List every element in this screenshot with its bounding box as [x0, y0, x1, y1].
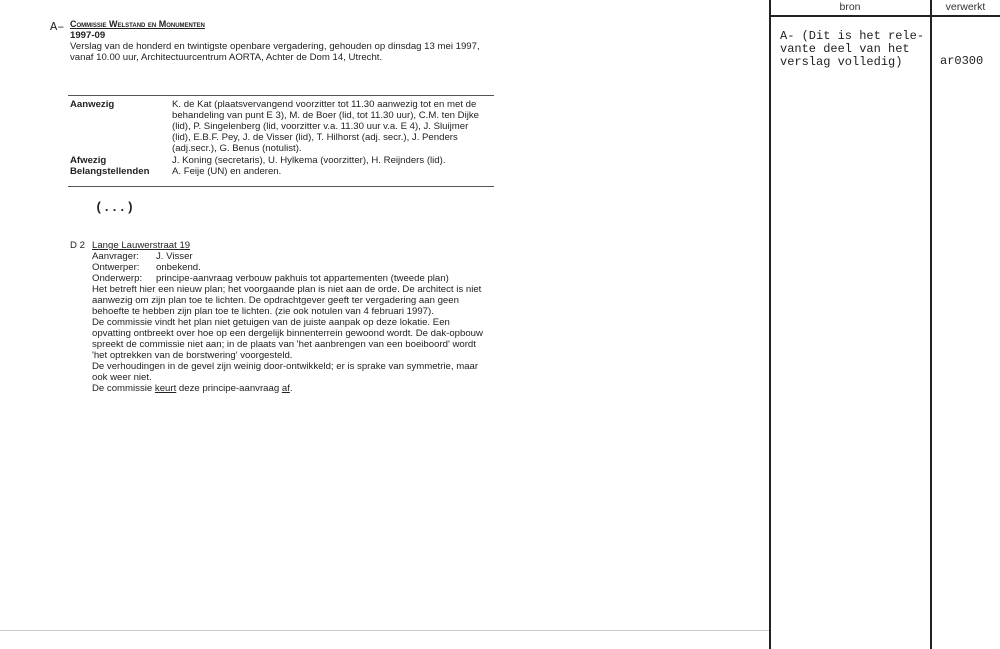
verdict: De commissie keurt deze principe-aanvraag af.	[92, 383, 293, 394]
line: A- (Dit is het rele-	[780, 29, 925, 43]
line: vante deel van het	[780, 42, 910, 56]
line: ook weer niet.	[92, 372, 152, 383]
field: Ontwerper: onbekend.	[92, 262, 201, 273]
intro-line: vanaf 10.00 uur, Architectuurcentrum AORTA, Achter de Dom 14, Utrecht.	[70, 52, 383, 63]
processed-code: ar0300	[940, 54, 984, 68]
item-address: Lange Lauwerstraat 19	[92, 240, 191, 251]
line: spreekt de commissie niet aan; in de plaats van 'het aanbrengen van een boeiboord' wordt	[92, 339, 476, 350]
source-note	[780, 30, 924, 69]
field: Onderwerp: principe-aanvraag verbouw pakhuis tot appartementen (tweede plan)	[92, 273, 449, 284]
field: Aanvrager: J. Visser	[92, 251, 193, 262]
value	[172, 99, 512, 154]
value: J. Koning (secretaris), U. Hylkema (voorzitter), H. Reijnders (lid).	[172, 155, 446, 166]
page-edge	[0, 630, 769, 631]
column-line	[769, 0, 771, 649]
intro	[70, 41, 480, 63]
label: Belangstellenden	[70, 166, 150, 177]
column-line	[930, 0, 932, 649]
intro-line: Verslag van de honderd en twintigste openbare vergadering, gehouden op dinsdag 13 mei 1997,	[70, 41, 480, 52]
line: opvatting ontbreekt over hoe op een dergelijk binnenterrein gewoond wordt. De dak-opbouw	[92, 328, 483, 339]
label: Afwezig	[70, 155, 107, 166]
line: 'het optrekken van de borstwering' voorgesteld.	[92, 350, 293, 361]
line: aanwezig om zijn plan toe te lichten. De opdrachtgever geeft ter vergadering aan geen	[92, 295, 459, 306]
line: De commissie vindt het plan niet getuigen van de juiste aanpak op deze lokatie. Een	[92, 317, 450, 328]
line: K. de Kat (plaatsvervangend voorzitter tot 11.30 aanwezig tot en met de	[172, 99, 477, 110]
line: (adj.secr.), G. Benus (notulist).	[172, 143, 302, 154]
item-body	[92, 284, 483, 394]
label: Aanwezig	[70, 99, 115, 110]
divider	[68, 186, 494, 187]
divider	[68, 95, 494, 96]
col-header-bron: bron	[839, 1, 861, 13]
line: behandeling van punt E 3), M. de Boer (lid, tot 11.30 uur), C.M. ten Dijke	[172, 110, 479, 121]
header-line	[769, 15, 1000, 17]
item-fields	[92, 251, 449, 284]
col-header-verwerkt: verwerkt	[945, 1, 986, 13]
report-number: 1997-09	[70, 30, 106, 41]
line: Het betreft hier een nieuw plan; het voorgaande plan is niet aan de orde. De architect is niet	[92, 284, 482, 295]
org-title: Commissie Welstand en Monumenten	[70, 19, 205, 29]
margin-mark: A–	[50, 20, 65, 34]
line: De verhoudingen in de gevel zijn weinig door-ontwikkeld; er is sprake van symmetrie, maar	[92, 361, 479, 372]
item-code: D 2	[70, 240, 85, 251]
value: A. Feije (UN) en anderen.	[172, 166, 282, 177]
line: (lid), E.B.F. Pey, J. de Visser (lid), T. Hilhorst (adj. secr.), J. Penders	[172, 132, 458, 143]
ellipsis: (...)	[95, 200, 135, 215]
line: behoefte te hebben zijn plan toe te lichten. (zie ook notulen van 4 februari 1997).	[92, 306, 434, 317]
line: (lid), P. Singelenberg (lid, voorzitter v.a. 11.30 uur v.a. E 4), J. Sluijmer	[172, 121, 469, 132]
line: verslag volledig)	[780, 55, 903, 69]
